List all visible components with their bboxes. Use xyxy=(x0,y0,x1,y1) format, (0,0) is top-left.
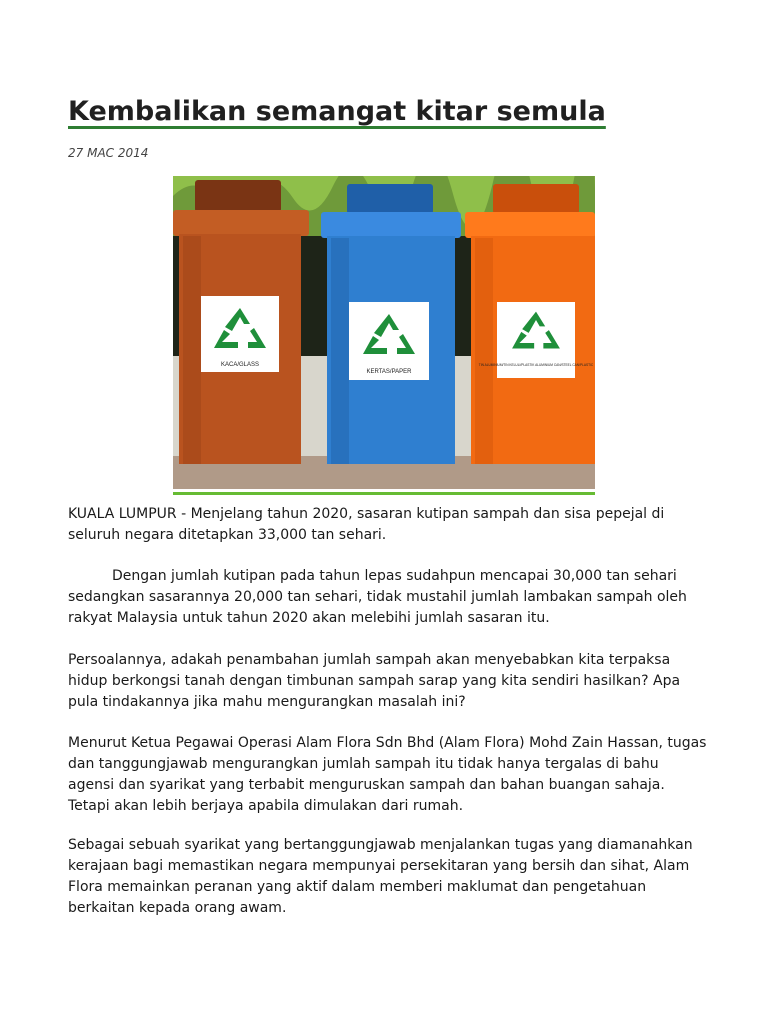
paragraph-3: Persoalannya, adakah penambahan jumlah sampah akan menyebabkan kita terpaksa hidup berkongsi tanah dengan timbunan sampah sarap yang kita sendiri hasilkan? Apa pula tindakannya jika mahu mengurangkan masalah ini? xyxy=(68,652,681,710)
recycling-bins-photo xyxy=(173,176,595,495)
paper-bin xyxy=(321,184,461,464)
article-title: Kembalikan semangat kitar semula xyxy=(68,96,606,127)
glass-bin-label: KACA/GLASS xyxy=(220,362,260,368)
article-date: 27 MAC 2014 xyxy=(68,146,149,160)
paper-bin-label: KERTAS/PAPER xyxy=(366,369,412,375)
glass-bin xyxy=(173,180,309,464)
paragraph-5: Sebagai sebuah syarikat yang bertanggungjawab menjalankan tugas yang diamanahkan kerajaan bagi memastikan negara mempunyai persekitaran yang bersih dan sihat, Alam Flora memainkan peranan yang aktif dalam memberi maklumat dan pengetahuan berkaitan kepada orang awam. xyxy=(68,837,693,916)
paragraph-4: Menurut Ketua Pegawai Operasi Alam Flora Sdn Bhd (Alam Flora) Mohd Zain Hassan, tugas dan tanggungjawab mengurangkan jumlah sampah itu tidak hanya tergalas di bahu agensi dan syarikat yang terbabit menguruskan sampah dan bahan buangan sahaja. Tetapi akan lebih berjaya apabila dimulakan dari rumah. xyxy=(68,735,707,814)
paragraph-2: Dengan jumlah kutipan pada tahun lepas sudahpun mencapai 30,000 tan sehari sedangkan sasarannya 20,000 tan sehari, tidak mustahil jumlah lambakan sampah oleh rakyat Malaysia untuk tahun 2020 akan melebihi jumlah sasaran itu. xyxy=(68,568,687,626)
can-plastic-bin-label: TIN ALUMINIUM/TIN KELULI/PLASTIK ALUMINIUM CAN/STEEL CAN/PLASTIC xyxy=(478,363,594,367)
paragraph-1: KUALA LUMPUR - Menjelang tahun 2020, sasaran kutipan sampah dan sisa pepejal di seluruh negara ditetapkan 33,000 tan sehari. xyxy=(68,506,665,543)
can-plastic-bin xyxy=(465,184,595,464)
